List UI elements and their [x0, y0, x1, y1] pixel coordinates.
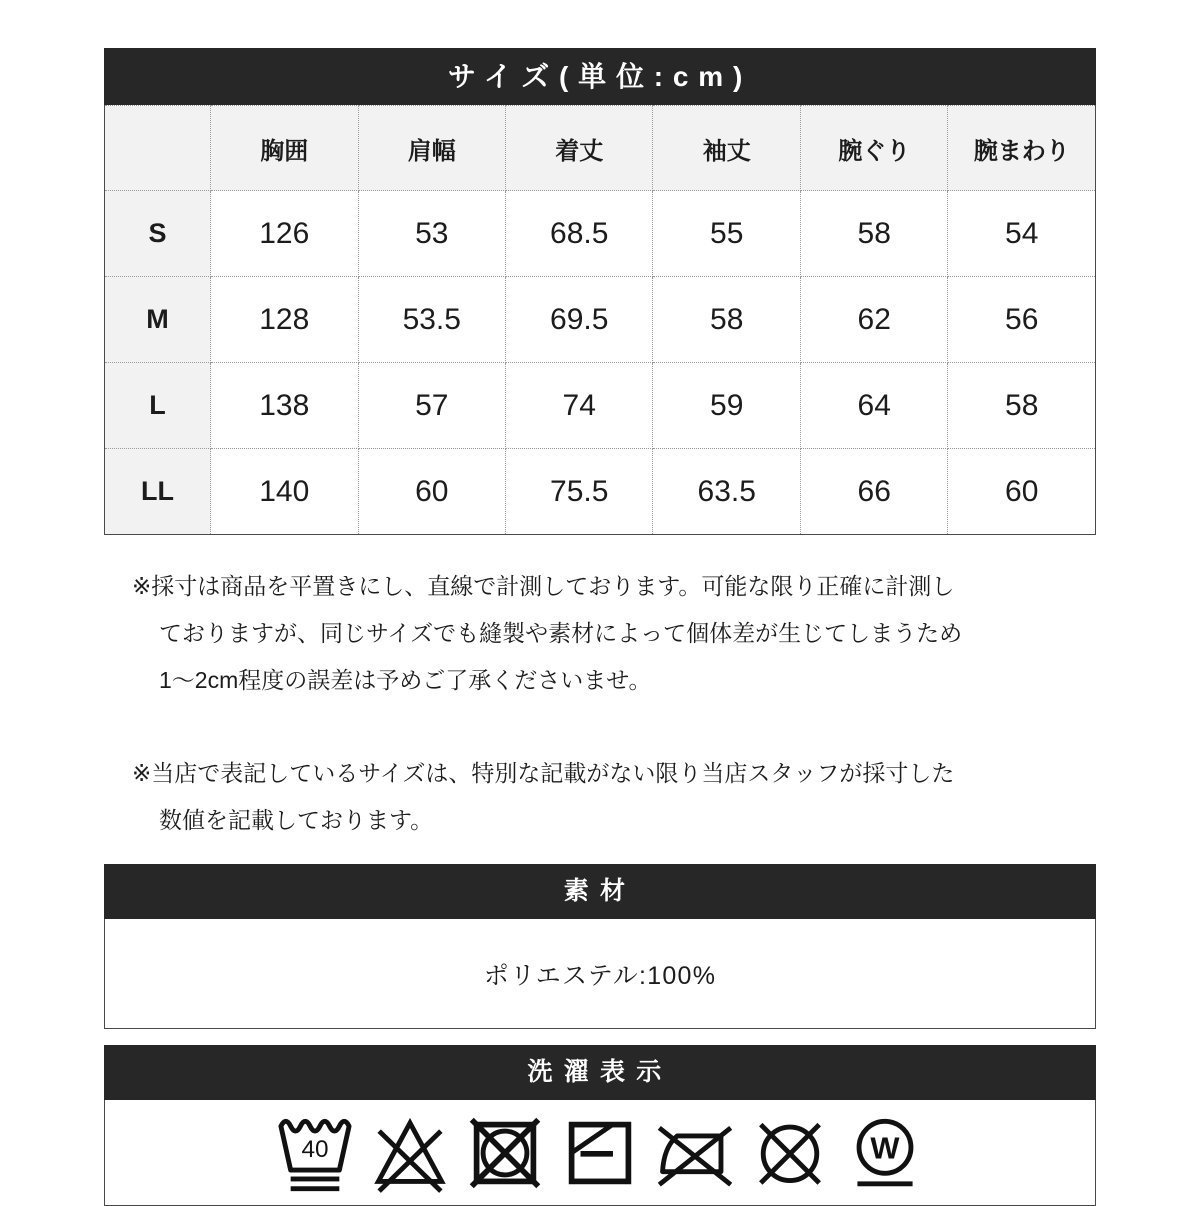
- size-table-header-row: [105, 106, 1096, 191]
- cell-s-sleeve: 55: [653, 191, 800, 277]
- svg-text:W: W: [870, 1130, 900, 1166]
- cell-m-sleeve: 58: [653, 277, 800, 363]
- table-row-s: [105, 191, 1096, 277]
- note-line: ※当店で表記しているサイズは、特別な記載がない限り当店スタッフが採寸した: [132, 760, 955, 786]
- wash-label-title: 洗濯表示: [104, 1045, 1096, 1100]
- cell-s-chest: 126: [211, 191, 358, 277]
- measurement-disclaimer-note: [132, 563, 1096, 704]
- cell-ll-chest: 140: [211, 449, 358, 535]
- wash-icons-row: [104, 1100, 1096, 1206]
- do-not-bleach-icon: [369, 1110, 451, 1196]
- table-row-l: [105, 363, 1096, 449]
- size-notation-note: [132, 750, 1096, 844]
- dry-flat-in-shade-icon: [559, 1110, 641, 1196]
- cell-l-sleeve: 59: [653, 363, 800, 449]
- svg-text:40: 40: [301, 1135, 329, 1163]
- cell-ll-armhole: 66: [800, 449, 947, 535]
- cell-l-armhole: 64: [800, 363, 947, 449]
- column-header-arm-circumference: 腕まわり: [948, 106, 1096, 191]
- material-section: [104, 864, 1096, 1029]
- size-table-title: サイズ(単位:cm): [104, 48, 1096, 105]
- row-label-l: L: [105, 363, 211, 449]
- row-label-m: M: [105, 277, 211, 363]
- table-row-m: [105, 277, 1096, 363]
- notes-block: [104, 535, 1096, 844]
- size-spec-sheet: [104, 0, 1096, 1206]
- size-table-corner-cell: [105, 106, 211, 191]
- note-line: 数値を記載しております。: [159, 807, 434, 833]
- cell-ll-shoulder: 60: [358, 449, 505, 535]
- note-line: ておりますが、同じサイズでも縫製や素材によって個体差が生じてしまうため: [159, 620, 963, 646]
- cell-l-length: 74: [506, 363, 653, 449]
- wash-label-section: [104, 1045, 1096, 1206]
- material-title: 素材: [104, 864, 1096, 919]
- row-label-ll: LL: [105, 449, 211, 535]
- cell-l-chest: 138: [211, 363, 358, 449]
- size-table-section: [104, 48, 1096, 535]
- wash-40-very-gentle-icon: [274, 1110, 356, 1196]
- column-header-chest: 胸囲: [211, 106, 358, 191]
- cell-s-length: 68.5: [506, 191, 653, 277]
- cell-m-armhole: 62: [800, 277, 947, 363]
- do-not-tumble-dry-icon: [464, 1110, 546, 1196]
- table-row-ll: [105, 449, 1096, 535]
- cell-l-arm-circumference: 58: [948, 363, 1096, 449]
- cell-ll-arm-circumference: 60: [948, 449, 1096, 535]
- wet-clean-gentle-icon: [844, 1110, 926, 1196]
- note-line: 1〜2cm程度の誤差は予めご了承くださいませ。: [159, 667, 652, 693]
- cell-m-chest: 128: [211, 277, 358, 363]
- note-line: ※採寸は商品を平置きにし、直線で計測しております。可能な限り正確に計測し: [132, 573, 955, 599]
- cell-m-arm-circumference: 56: [948, 277, 1096, 363]
- column-header-sleeve: 袖丈: [653, 106, 800, 191]
- column-header-armhole: 腕ぐり: [800, 106, 947, 191]
- cell-ll-length: 75.5: [506, 449, 653, 535]
- do-not-iron-icon: [654, 1110, 736, 1196]
- material-content: ポリエステル:100%: [104, 919, 1096, 1029]
- cell-ll-sleeve: 63.5: [653, 449, 800, 535]
- do-not-dry-clean-icon: [749, 1110, 831, 1196]
- row-label-s: S: [105, 191, 211, 277]
- column-header-shoulder: 肩幅: [358, 106, 505, 191]
- cell-s-shoulder: 53: [358, 191, 505, 277]
- column-header-length: 着丈: [506, 106, 653, 191]
- cell-m-length: 69.5: [506, 277, 653, 363]
- cell-l-shoulder: 57: [358, 363, 505, 449]
- cell-s-armhole: 58: [800, 191, 947, 277]
- cell-s-arm-circumference: 54: [948, 191, 1096, 277]
- size-table: [104, 105, 1096, 535]
- cell-m-shoulder: 53.5: [358, 277, 505, 363]
